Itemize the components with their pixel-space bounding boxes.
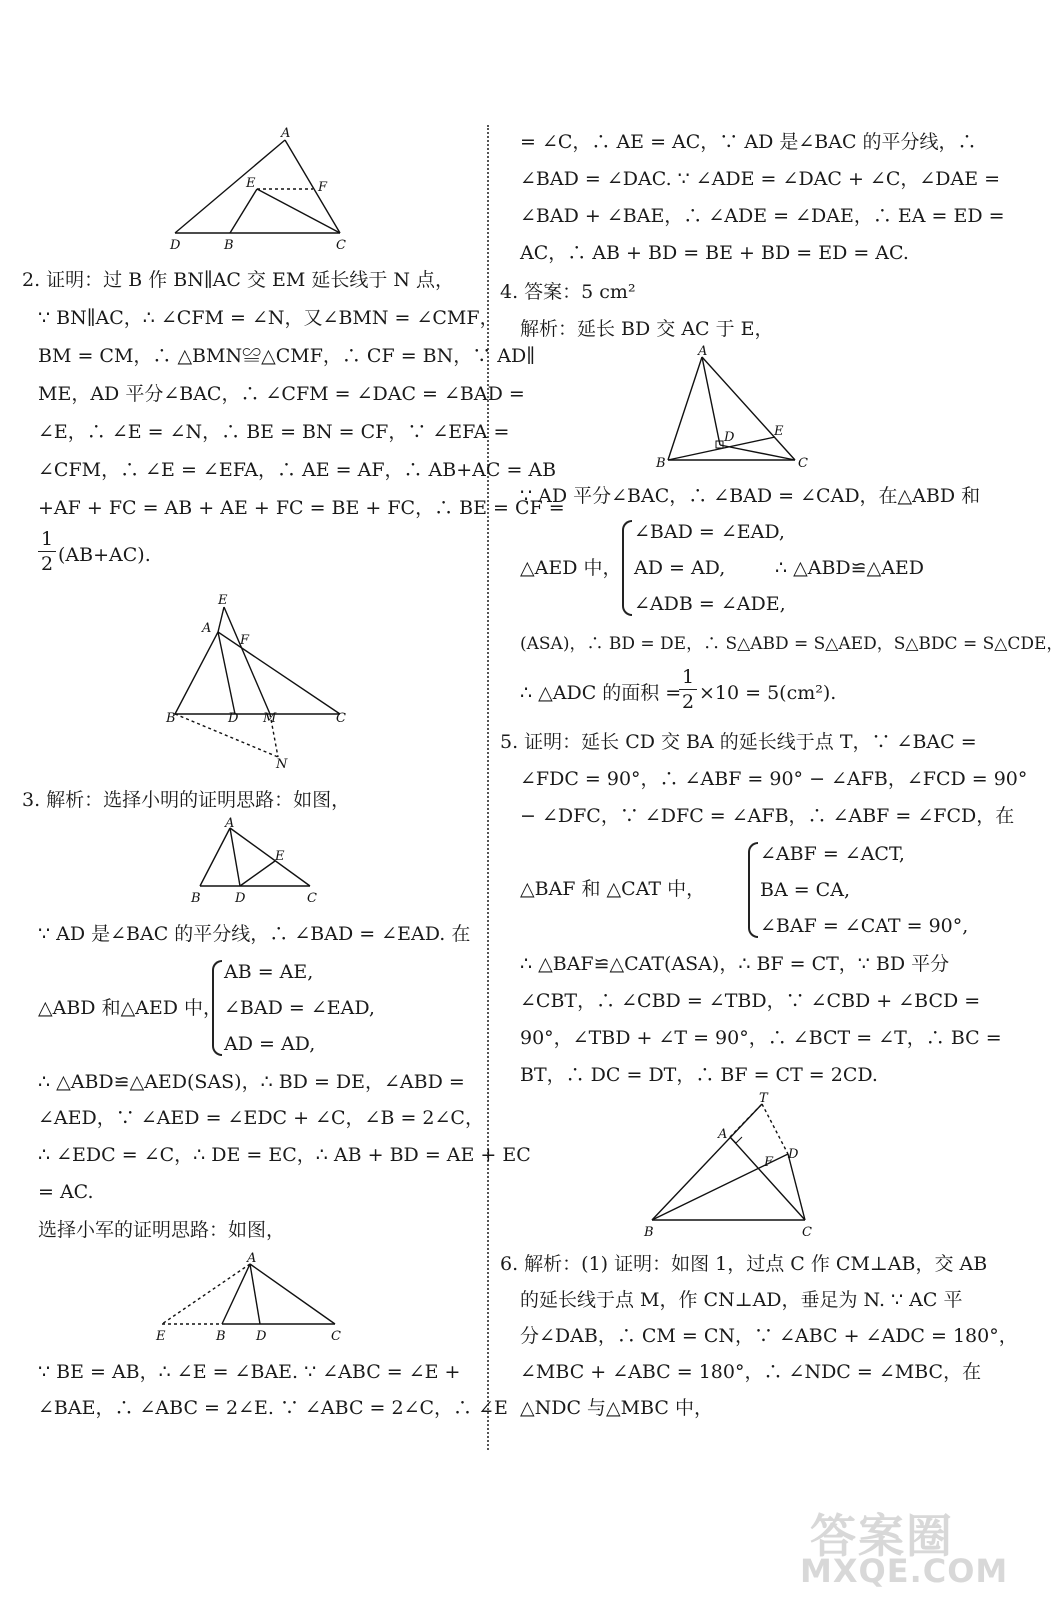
fig5-label-B: B [656, 456, 666, 471]
p3-line-a: ∴ △ABD≌△AED(SAS)，∴ BD = DE，∠ABD = [38, 1071, 465, 1093]
p4-line3-a: ∴ △ADC 的面积 = [520, 682, 682, 704]
fig3-label-A: A [225, 816, 235, 831]
figure-4 [150, 1252, 350, 1347]
p2-line-0: 2. 证明：过 B 作 BN∥AC 交 EM 延长线于 N 点， [22, 269, 455, 291]
fig1-label-E: E [246, 176, 256, 191]
figure-6 [640, 1092, 830, 1242]
fig3-label-E: E [275, 849, 285, 864]
fig6-label-B: B [644, 1225, 654, 1240]
p2-line-5: ∠CFM，∴ ∠E = ∠EFA，∴ AE = AF，∴ AB+AC = AB [38, 459, 557, 481]
p2-line-2: BM = CM，∴ △BMN≌△CMF，∴ CF = BN，∵ AD∥ [38, 345, 536, 367]
p2-last: (AB+AC). [58, 544, 151, 566]
p4-sys-lead: △AED 中， [520, 557, 622, 579]
fig5-label-A: A [698, 344, 708, 359]
p4-frac-den: 2 [681, 691, 695, 713]
fig3-label-B: B [191, 891, 201, 906]
p3-line-c: ∴ ∠EDC = ∠C，∴ DE = EC，∴ AB + BD = AE + EC [38, 1144, 531, 1166]
p3-intro: 3. 解析：选择小明的证明思路：如图， [22, 789, 351, 811]
fig3-label-C: C [307, 891, 317, 906]
p4-line2: (ASA)，∴ BD = DE，∴ S△ABD = S△AED，S△BDC = S△CDE， [520, 634, 1063, 654]
p6-line-3: ∠MBC + ∠ABC = 180°，∴ ∠NDC = ∠MBC，在 [520, 1361, 982, 1383]
fig1-label-A: A [281, 126, 291, 141]
p5-line-1: ∠FDC = 90°，∴ ∠ABF = 90° − ∠AFB，∠FCD = 90° [520, 768, 1028, 790]
p5-line2-2: 90°，∠TBD + ∠T = 90°，∴ ∠BCT = ∠T，∴ BC = [520, 1027, 1002, 1049]
fig5-label-D: D [724, 430, 735, 445]
p5-sys-0: ∠ABF = ∠ACT, [760, 843, 905, 865]
p2-line-6: +AF + FC = AB + AE + FC = BE + FC，∴ BE = CF = [38, 497, 565, 519]
fig4-label-C: C [331, 1329, 341, 1344]
p2-line-3: ME，AD 平分∠BAC，∴ ∠CFM = ∠DAC = ∠BAD = [38, 383, 525, 405]
p3-line-d: = AC. [38, 1181, 94, 1203]
p3-end-1: ∠BAE，∴ ∠ABC = 2∠E. ∵ ∠ABC = 2∠C，∴ ∠E [38, 1397, 508, 1419]
p6-line-4: △NDC 与△MBC 中， [520, 1397, 714, 1419]
fig6-label-C: C [802, 1225, 812, 1240]
fig2-label-D: D [228, 711, 239, 726]
p4-frac-num: 1 [681, 666, 695, 688]
p6-line-0: 6. 解析：(1) 证明：如图 1，过点 C 作 CM⊥AB，交 AB [500, 1253, 988, 1275]
p3-sys-2: AD = AD, [224, 1033, 316, 1055]
fig4-label-E: E [156, 1329, 166, 1344]
fig6-label-T: T [759, 1091, 768, 1106]
fig2-label-C: C [336, 711, 346, 726]
r-top-2: ∠BAD + ∠BAE，∴ ∠ADE = ∠DAE，∴ EA = ED = [520, 205, 1005, 227]
p4-sys-0: ∠BAD = ∠EAD, [634, 521, 785, 543]
p2-frac-num: 1 [40, 528, 54, 550]
fig6-label-A: A [718, 1127, 728, 1142]
fig1-label-D: D [170, 238, 181, 253]
fig2-label-A: A [202, 621, 212, 636]
fig5-label-E: E [774, 424, 784, 439]
watermark-line2: MXQE.COM [800, 1552, 1009, 1590]
p3-sys-1: ∠BAD = ∠EAD, [224, 997, 375, 1019]
p5-line2-1: ∠CBT，∴ ∠CBD = ∠TBD，∵ ∠CBD + ∠BCD = [520, 990, 981, 1012]
p5-sys-lead: △BAF 和 △CAT 中， [520, 878, 706, 900]
p5-line2-3: BT，∴ DC = DT，∴ BF = CT = 2CD. [520, 1064, 878, 1086]
r-top-1: ∠BAD = ∠DAC. ∵ ∠ADE = ∠DAC + ∠C，∠DAE = [520, 168, 1001, 190]
watermark-line1: 答案圈 [810, 1509, 954, 1563]
p5-sys-1: BA = CA, [760, 879, 850, 901]
figure-5 [650, 345, 825, 470]
p3-brace [212, 960, 222, 1056]
p3-line1: ∵ AD 是∠BAC 的平分线，∴ ∠BAD = ∠EAD. 在 [38, 923, 471, 945]
fig1-label-C: C [336, 238, 346, 253]
p2-fraction [38, 528, 56, 575]
figure-2 [160, 592, 360, 772]
fig6-label-F: F [764, 1155, 774, 1170]
fig5-label-C: C [798, 456, 808, 471]
p2-line-4: ∠E，∴ ∠E = ∠N，∴ BE = BN = CF，∵ ∠EFA = [38, 421, 510, 443]
p3-sys-0: AB = AE, [224, 961, 314, 983]
p4-sys-2: ∠ADB = ∠ADE, [634, 593, 786, 615]
p4-fraction [679, 666, 697, 713]
p2-line-1: ∵ BN∥AC，∴ ∠CFM = ∠N，又∠BMN = ∠CMF， [38, 307, 499, 329]
watermark [780, 1500, 1009, 1595]
fig3-label-D: D [235, 891, 246, 906]
fig4-label-B: B [216, 1329, 226, 1344]
fig2-label-B: B [166, 711, 176, 726]
p4-line3-b: ×10 = 5(cm²). [699, 682, 837, 704]
fig2-label-M: M [263, 711, 277, 726]
p5-line-0: 5. 证明：延长 CD 交 BA 的延长线于点 T，∵ ∠BAC = [500, 731, 977, 753]
fig1-label-F: F [318, 180, 328, 195]
p3-sys-lead: △ABD 和△AED 中， [38, 997, 223, 1019]
p4-brace [622, 520, 632, 616]
fig4-label-D: D [256, 1329, 267, 1344]
p3-end-0: ∵ BE = AB，∴ ∠E = ∠BAE. ∵ ∠ABC = ∠E + [38, 1361, 461, 1383]
p3-line-e: 选择小军的证明思路：如图， [38, 1219, 286, 1241]
p6-line-1: 的延长线于点 M，作 CN⊥AD，垂足为 N. ∵ AC 平 [520, 1289, 963, 1311]
p4-line1: ∵ AD 平分∠BAC，∴ ∠BAD = ∠CAD，在△ABD 和 [520, 485, 981, 507]
p5-sys-2: ∠BAF = ∠CAT = 90°, [760, 915, 969, 937]
p4-sys-tail: ∴ △ABD≌△AED [775, 557, 925, 579]
p4-sys-1: AD = AD, [634, 557, 726, 579]
fig6-label-D: D [788, 1147, 799, 1162]
p5-line-2: − ∠DFC，∵ ∠DFC = ∠AFB，∴ ∠ABF = ∠FCD，在 [520, 805, 1015, 827]
r-top-3: AC，∴ AB + BD = BE + BD = ED = AC. [520, 242, 909, 264]
figure-1 [160, 125, 360, 255]
p2-frac-den: 2 [40, 553, 54, 575]
fig4-label-A: A [247, 1251, 257, 1266]
p4-answer: 4. 答案：5 cm² [500, 281, 636, 303]
figure-3 [185, 818, 335, 908]
p5-line2-0: ∴ △BAF≌△CAT(ASA)，∴ BF = CT，∵ BD 平分 [520, 953, 950, 975]
fig2-label-F: F [240, 633, 250, 648]
fig2-label-N: N [276, 757, 288, 772]
p3-line-b: ∠AED，∵ ∠AED = ∠EDC + ∠C，∠B = 2∠C， [38, 1107, 484, 1129]
p6-line-2: 分∠DAB，∴ CM = CN，∵ ∠ABC + ∠ADC = 180°， [520, 1325, 1018, 1347]
p5-brace [748, 842, 758, 938]
fig1-label-B: B [224, 238, 234, 253]
fig2-label-E: E [218, 593, 228, 608]
r-top-0: = ∠C，∴ AE = AC，∵ AD 是∠BAC 的平分线，∴ [520, 131, 977, 153]
p4-intro: 解析：延长 BD 交 AC 于 E， [520, 318, 774, 340]
